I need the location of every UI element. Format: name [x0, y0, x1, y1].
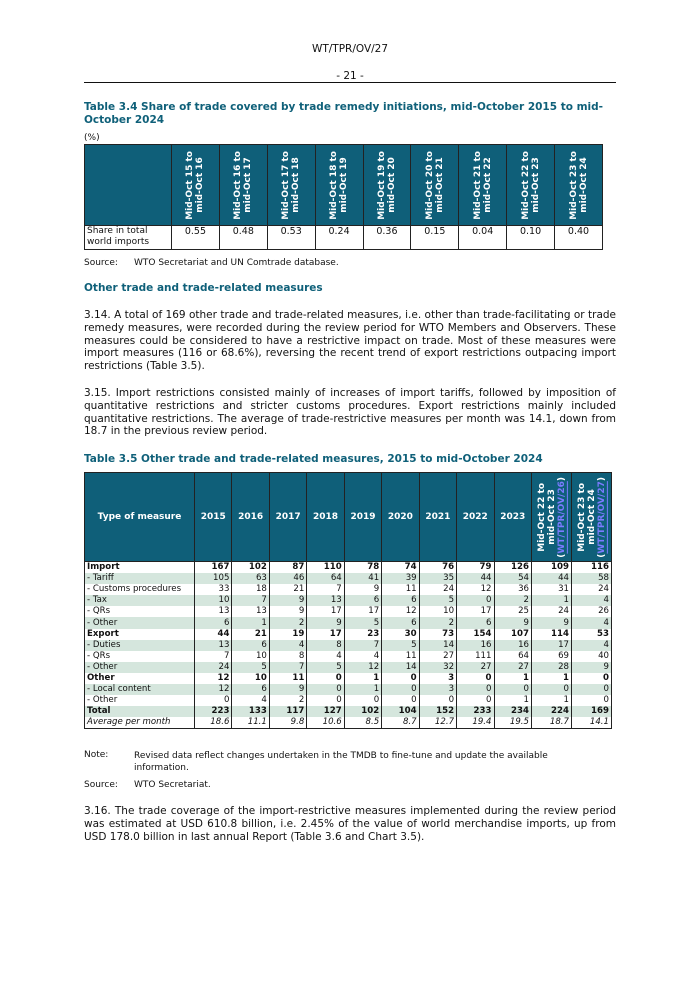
table-3-4-corner: [85, 145, 172, 226]
table-row: [85, 640, 612, 651]
table-3-5-source: Source: WTO Secretariat.: [84, 780, 211, 790]
cell: 9: [494, 617, 532, 628]
cell: 64: [494, 651, 532, 662]
cell: 44: [457, 573, 494, 584]
cell: 102: [344, 706, 381, 717]
cell: 4: [232, 695, 269, 706]
cell: 127: [307, 706, 344, 717]
cell: 0.24: [315, 226, 363, 250]
cell: 0: [382, 695, 419, 706]
cell: 13: [195, 606, 232, 617]
cell: 0: [307, 695, 344, 706]
column-header: Mid-Oct 23 to mid-Oct 24: [555, 145, 603, 226]
cell: 63: [232, 573, 269, 584]
table-3-4-unit: (%): [84, 133, 100, 143]
cell: 10.6: [307, 717, 344, 729]
cell: 64: [307, 573, 344, 584]
column-header-period: Mid-Oct 23 to mid-Oct 24 (WT/TPR/OV/27): [572, 473, 612, 562]
cell: 19: [269, 629, 306, 640]
cell: 5: [232, 662, 269, 673]
table-3-5: [84, 472, 612, 729]
cell: 0.15: [411, 226, 459, 250]
cell: 28: [532, 662, 572, 673]
row-label: Total: [85, 706, 195, 717]
cell: 18.7: [532, 717, 572, 729]
column-header-year: 2018: [307, 473, 344, 562]
cell: 7: [269, 662, 306, 673]
cell: 116: [572, 562, 612, 574]
cell: 10: [419, 606, 456, 617]
cell: 7: [307, 584, 344, 595]
table-row: [85, 617, 612, 628]
cell: 17: [307, 629, 344, 640]
cell: 24: [195, 662, 232, 673]
cell: 18: [232, 584, 269, 595]
table-row: [85, 662, 612, 673]
cell: 0.40: [555, 226, 603, 250]
cell: 27: [457, 662, 494, 673]
cell: 79: [457, 562, 494, 574]
cell: 44: [195, 629, 232, 640]
page-number: - 21 -: [336, 70, 364, 82]
cell: 154: [457, 629, 494, 640]
cell: 0: [382, 684, 419, 695]
ref-link-ov26[interactable]: WT/TPR/OV/26: [556, 480, 567, 554]
table-row: [85, 562, 612, 574]
row-label: - QRs: [85, 651, 195, 662]
section-heading: Other trade and trade-related measures: [84, 282, 323, 294]
cell: 0.55: [172, 226, 220, 250]
cell: 58: [572, 573, 612, 584]
row-label: - Tariff: [85, 573, 195, 584]
row-label: - Other: [85, 695, 195, 706]
column-header-year: 2022: [457, 473, 494, 562]
row-label: - QRs: [85, 606, 195, 617]
cell: 111: [457, 651, 494, 662]
cell: 32: [419, 662, 456, 673]
cell: 44: [532, 573, 572, 584]
row-label: Average per month: [85, 717, 195, 729]
cell: 9: [344, 584, 381, 595]
cell: 0.48: [219, 226, 267, 250]
column-header-year: 2015: [195, 473, 232, 562]
cell: 0.36: [363, 226, 411, 250]
column-header-year: 2020: [382, 473, 419, 562]
cell: 26: [572, 606, 612, 617]
cell: 14: [382, 662, 419, 673]
paragraph-3-16: 3.16. The trade coverage of the import-restrictive measures implemented during the review period was estimated at USD 610.8 billion, i.e. 2.45% of the value of world merchandise imports, up from USD 178.0 billion in last annual Report (Table 3.6 and Chart 3.5).: [84, 805, 616, 843]
column-header-year: 2021: [419, 473, 456, 562]
cell: 6: [344, 595, 381, 606]
column-header-year: 2016: [232, 473, 269, 562]
cell: 223: [195, 706, 232, 717]
cell: 6: [195, 617, 232, 628]
paragraph-3-15: 3.15. Import restrictions consisted mainly of increases of import tariffs, followed by imposition of quantitative restrictions and stricter customs procedures. Export restrictions mainly included quantitative restrictions. The average of trade-restrictive measures per month was 14.1, down from 18.7 in the previous review period.: [84, 387, 616, 438]
cell: 11: [269, 673, 306, 684]
cell: 78: [344, 562, 381, 574]
cell: 0: [457, 695, 494, 706]
cell: 9: [269, 595, 306, 606]
cell: 9: [532, 617, 572, 628]
cell: 133: [232, 706, 269, 717]
cell: 0: [382, 673, 419, 684]
cell: 46: [269, 573, 306, 584]
cell: 1: [532, 695, 572, 706]
cell: 36: [494, 584, 532, 595]
table-row: [85, 573, 612, 584]
cell: 2: [269, 617, 306, 628]
cell: 11: [382, 584, 419, 595]
cell: 4: [572, 640, 612, 651]
column-header: Mid-Oct 19 to mid-Oct 20: [363, 145, 411, 226]
table-row: [85, 706, 612, 717]
table-row: [85, 717, 612, 729]
cell: 13: [195, 640, 232, 651]
cell: 12.7: [419, 717, 456, 729]
cell: 0: [572, 684, 612, 695]
cell: 9: [269, 606, 306, 617]
cell: 0: [195, 695, 232, 706]
cell: 152: [419, 706, 456, 717]
ref-link-ov27[interactable]: WT/TPR/OV/27: [596, 480, 607, 554]
cell: 21: [269, 584, 306, 595]
cell: 0.10: [507, 226, 555, 250]
row-label: Import: [85, 562, 195, 574]
table-row: [85, 673, 612, 684]
cell: 2: [494, 595, 532, 606]
cell: 9: [572, 662, 612, 673]
cell: 17: [344, 606, 381, 617]
cell: 4: [344, 651, 381, 662]
cell: 11: [382, 651, 419, 662]
cell: 87: [269, 562, 306, 574]
cell: 104: [382, 706, 419, 717]
cell: 21: [232, 629, 269, 640]
cell: 6: [232, 640, 269, 651]
row-label: - Other: [85, 617, 195, 628]
cell: 126: [494, 562, 532, 574]
cell: 16: [457, 640, 494, 651]
cell: 40: [572, 651, 612, 662]
cell: 4: [572, 595, 612, 606]
table-row: [85, 226, 603, 250]
cell: 105: [195, 573, 232, 584]
cell: 0: [307, 684, 344, 695]
cell: 6: [457, 617, 494, 628]
cell: 8: [269, 651, 306, 662]
cell: 4: [572, 617, 612, 628]
cell: 8.7: [382, 717, 419, 729]
cell: 1: [344, 673, 381, 684]
cell: 11.1: [232, 717, 269, 729]
cell: 30: [382, 629, 419, 640]
cell: 0: [457, 595, 494, 606]
cell: 39: [382, 573, 419, 584]
table-row: [85, 651, 612, 662]
cell: 9: [269, 684, 306, 695]
cell: 24: [532, 606, 572, 617]
cell: 8.5: [344, 717, 381, 729]
cell: 7: [195, 651, 232, 662]
cell: 233: [457, 706, 494, 717]
document-id: WT/TPR/OV/27: [311, 43, 389, 55]
column-header-type: Type of measure: [85, 473, 195, 562]
cell: 107: [494, 629, 532, 640]
cell: 10: [232, 673, 269, 684]
table-3-4: [84, 144, 603, 250]
row-label: - Local content: [85, 684, 195, 695]
cell: 27: [419, 651, 456, 662]
cell: 1: [532, 673, 572, 684]
cell: 14: [419, 640, 456, 651]
cell: 24: [572, 584, 612, 595]
cell: 167: [195, 562, 232, 574]
cell: 69: [532, 651, 572, 662]
row-label: - Tax: [85, 595, 195, 606]
cell: 234: [494, 706, 532, 717]
cell: 0: [532, 684, 572, 695]
cell: 114: [532, 629, 572, 640]
column-header-year: 2017: [269, 473, 306, 562]
cell: 76: [419, 562, 456, 574]
cell: 18.6: [195, 717, 232, 729]
cell: 1: [494, 673, 532, 684]
cell: 0: [307, 673, 344, 684]
cell: 33: [195, 584, 232, 595]
cell: 4: [269, 640, 306, 651]
column-header-period: Mid-Oct 22 to mid-Oct 23 (WT/TPR/OV/26): [532, 473, 572, 562]
table-3-4-source: Source: WTO Secretariat and UN Comtrade database.: [84, 258, 339, 268]
row-label: - Duties: [85, 640, 195, 651]
cell: 0: [419, 695, 456, 706]
cell: 169: [572, 706, 612, 717]
cell: 6: [232, 684, 269, 695]
cell: 25: [494, 606, 532, 617]
column-header: Mid-Oct 15 to mid-Oct 16: [172, 145, 220, 226]
cell: 17: [457, 606, 494, 617]
cell: 41: [344, 573, 381, 584]
cell: 224: [532, 706, 572, 717]
column-header-year: 2019: [344, 473, 381, 562]
cell: 7: [344, 640, 381, 651]
row-label: - Other: [85, 662, 195, 673]
cell: 3: [419, 673, 456, 684]
column-header: Mid-Oct 21 to mid-Oct 22: [459, 145, 507, 226]
cell: 16: [494, 640, 532, 651]
cell: 19.5: [494, 717, 532, 729]
column-header: Mid-Oct 20 to mid-Oct 21: [411, 145, 459, 226]
table-row: [85, 684, 612, 695]
cell: 74: [382, 562, 419, 574]
table-3-5-note: Note: Revised data reflect changes undertaken in the TMDB to fine-tune and update the available information.: [84, 750, 548, 773]
cell: 17: [307, 606, 344, 617]
row-label: Export: [85, 629, 195, 640]
column-header: Mid-Oct 22 to mid-Oct 23: [507, 145, 555, 226]
cell: 109: [532, 562, 572, 574]
cell: 53: [572, 629, 612, 640]
table-row: [85, 606, 612, 617]
cell: 9: [307, 617, 344, 628]
cell: 0: [457, 673, 494, 684]
table-row: [85, 695, 612, 706]
table-row: [85, 629, 612, 640]
table-row: [85, 595, 612, 606]
table-3-5-header-row: [85, 473, 612, 562]
cell: 10: [232, 651, 269, 662]
cell: 0: [494, 684, 532, 695]
cell: 102: [232, 562, 269, 574]
cell: 19.4: [457, 717, 494, 729]
cell: 12: [457, 584, 494, 595]
cell: 5: [419, 595, 456, 606]
cell: 7: [232, 595, 269, 606]
cell: 5: [382, 640, 419, 651]
cell: 4: [307, 651, 344, 662]
cell: 0: [572, 695, 612, 706]
cell: 17: [532, 640, 572, 651]
column-header: Mid-Oct 18 to mid-Oct 19: [315, 145, 363, 226]
cell: 14.1: [572, 717, 612, 729]
cell: 35: [419, 573, 456, 584]
cell: 13: [307, 595, 344, 606]
cell: 6: [382, 617, 419, 628]
cell: 1: [232, 617, 269, 628]
cell: 0: [457, 684, 494, 695]
table-3-5-body: [85, 562, 612, 729]
column-header: Mid-Oct 17 to mid-Oct 18: [267, 145, 315, 226]
cell: 12: [195, 673, 232, 684]
cell: 117: [269, 706, 306, 717]
cell: 8: [307, 640, 344, 651]
cell: 1: [494, 695, 532, 706]
cell: 1: [532, 595, 572, 606]
cell: 31: [532, 584, 572, 595]
cell: 1: [344, 684, 381, 695]
cell: 24: [419, 584, 456, 595]
cell: 12: [344, 662, 381, 673]
cell: 0.04: [459, 226, 507, 250]
cell: 0: [572, 673, 612, 684]
table-3-5-title: Table 3.5 Other trade and trade-related measures, 2015 to mid-October 2024: [84, 453, 543, 465]
table-row: [85, 584, 612, 595]
row-label: - Customs procedures: [85, 584, 195, 595]
cell: 23: [344, 629, 381, 640]
column-header: Mid-Oct 16 to mid-Oct 17: [219, 145, 267, 226]
cell: 2: [419, 617, 456, 628]
cell: 12: [382, 606, 419, 617]
cell: 5: [344, 617, 381, 628]
column-header-year: 2023: [494, 473, 532, 562]
paragraph-3-14: 3.14. A total of 169 other trade and trade-related measures, i.e. other than trade-facilitating or trade remedy measures, were recorded during the review period for WTO Members and Observers. These measures could be considered to have a restrictive impact on trade. Most of these measures were import measures (116 or 68.6%), reversing the recent trend of export restrictions outpacing import restrictions (Table 3.5).: [84, 309, 616, 373]
cell: 0.53: [267, 226, 315, 250]
cell: 54: [494, 573, 532, 584]
cell: 6: [382, 595, 419, 606]
cell: 5: [307, 662, 344, 673]
cell: 110: [307, 562, 344, 574]
cell: 9.8: [269, 717, 306, 729]
table-3-4-header-row: [85, 145, 603, 226]
row-label: Share in total world imports: [85, 226, 172, 250]
row-label: Other: [85, 673, 195, 684]
cell: 2: [269, 695, 306, 706]
cell: 10: [195, 595, 232, 606]
cell: 13: [232, 606, 269, 617]
header-divider: [84, 82, 616, 83]
table-3-4-title: Table 3.4 Share of trade covered by trade remedy initiations, mid-October 2015 to mid-October 2024: [84, 101, 604, 126]
cell: 73: [419, 629, 456, 640]
cell: 0: [344, 695, 381, 706]
cell: 27: [494, 662, 532, 673]
cell: 12: [195, 684, 232, 695]
cell: 3: [419, 684, 456, 695]
